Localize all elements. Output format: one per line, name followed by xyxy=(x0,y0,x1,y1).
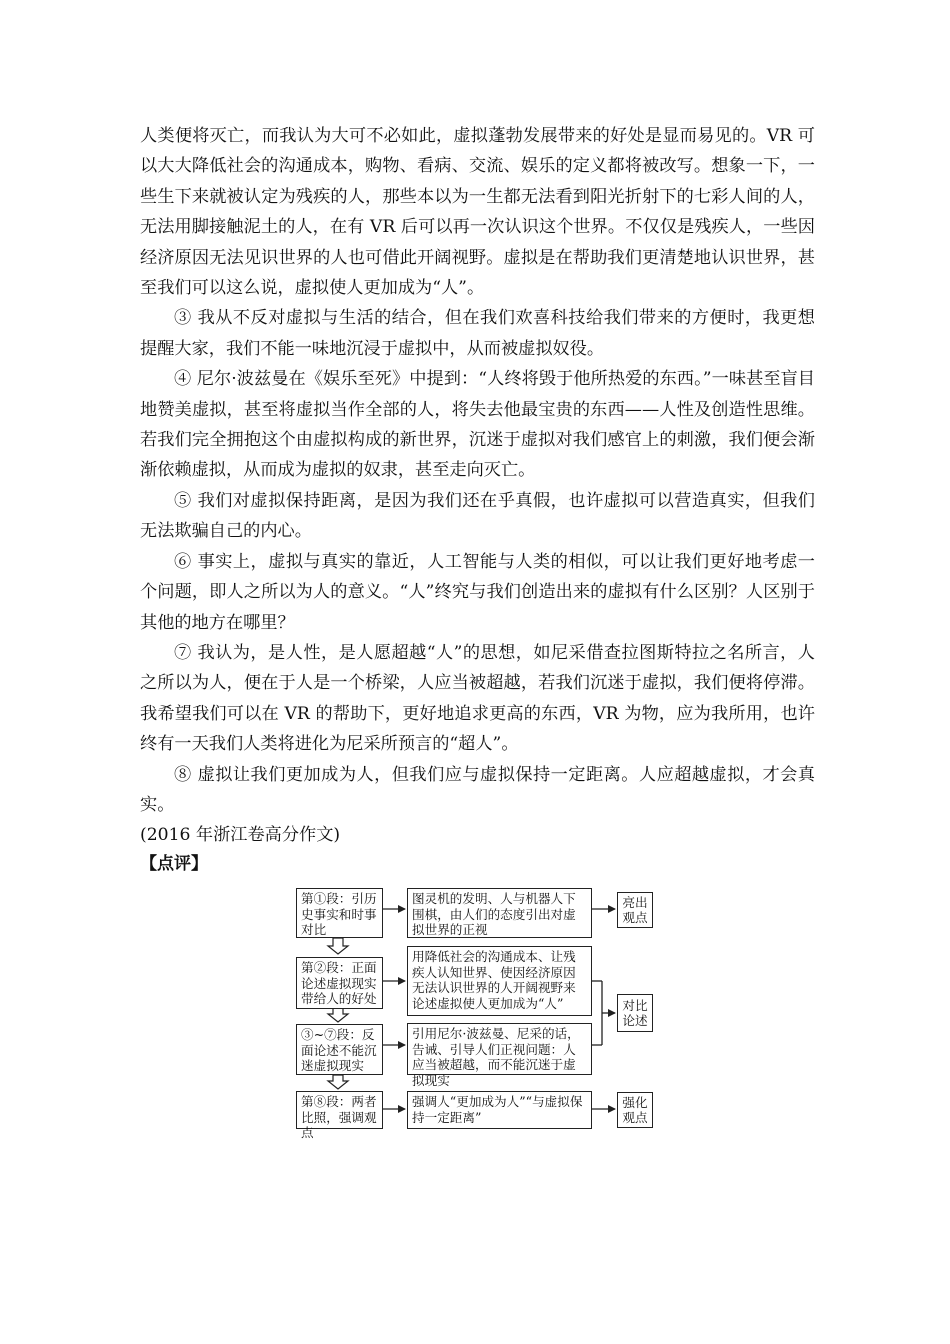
section-label-box: 第②段：正面论述虚拟现实带给人的好处 xyxy=(296,957,383,1009)
comment-label: 【点评】 xyxy=(140,854,208,874)
arrow-down xyxy=(328,938,348,954)
section-label-box: ③~⑦段：反面论述不能沉迷虚拟现实 xyxy=(296,1024,383,1075)
paragraph: ⑤ 我们对虚拟保持距离，是因为我们还在乎真假，也许虚拟可以营造真实，但我们无法欺骗自己的内心。 xyxy=(140,490,815,542)
arrow-down xyxy=(328,1075,348,1089)
section-content-box: 引用尼尔·波兹曼、尼采的话，告诫、引导人们正视问题：人应当被超越，而不能沉迷于虚拟现实 xyxy=(407,1023,592,1075)
section-label-box: 第⑧段：两者比照，强调观点 xyxy=(296,1091,383,1129)
paragraph: ③ 我从不反对虚拟与生活的结合，但在我们欢喜科技给我们带来的方便时，我更想提醒大家，我们不能一味地沉浸于虚拟中，从而被虚拟奴役。 xyxy=(140,308,815,359)
structure-diagram xyxy=(290,883,670,1140)
source-citation: (2016 年浙江卷高分作文) xyxy=(140,825,341,846)
section-content-box: 用降低社会的沟通成本、让残疾人认知世界、使因经济原因无法认识世界的人开阔视野来论述虚拟使人更加成为“人” xyxy=(407,946,592,1016)
paragraph: ⑥ 事实上，虚拟与真实的靠近，人工智能与人类的相似，可以让我们更好地考虑一个问题，即人之所以为人的意义。“人”终究与我们创造出来的虚拟有什么区别？人区别于其他的地方在哪里？ xyxy=(140,551,815,633)
section-content-box: 图灵机的发明、人与机器人下围棋，由人们的态度引出对虚拟世界的正视 xyxy=(407,888,592,938)
result-box: 亮出观点 xyxy=(617,892,653,928)
paragraph: ⑧ 虚拟让我们更加成为人，但我们应与虚拟保持一定距离。人应超越虚拟，才会真实。 xyxy=(140,764,815,815)
arrow-down xyxy=(328,1008,348,1022)
essay-body xyxy=(140,121,815,851)
paragraph: ④ 尼尔·波兹曼在《娱乐至死》中提到：“人终将毁于他所热爱的东西。”一味甚至盲目地赞美虚拟，甚至将虚拟当作全部的人，将失去他最宝贵的东西——人性及创造性思维。若我们完全拥抱这个由虚拟构成的新世界，沉迷于虚拟对我们感官上的刺激，我们便会渐渐依赖虚拟，从而成为虚拟的奴隶，甚至走向灭亡。 xyxy=(140,369,815,481)
section-label-box: 第①段：引历史事实和时事对比 xyxy=(296,888,383,938)
result-box: 对比论述 xyxy=(617,994,653,1032)
result-box: 强化观点 xyxy=(617,1092,653,1128)
section-content-box: 强调人“更加成为人”“与虚拟保持一定距离” xyxy=(407,1091,592,1129)
paragraph: ⑦ 我认为，是人性，是人愿超越“人”的思想，如尼采借查拉图斯特拉之名所言，人之所以为人，便在于人是一个桥梁，人应当被超越，若我们沉迷于虚拟，我们便将停滞。我希望我们可以在 VR 的帮助下，更好地追求更高的东西，VR 为物，应为我所用，也许终有一天我们人类将进化为尼采所预言的“超人”。 xyxy=(140,642,815,755)
paragraph: 人类便将灭亡，而我认为大可不必如此，虚拟蓬勃发展带来的好处是显而易见的。VR 可以大大降低社会的沟通成本，购物、看病、交流、娱乐的定义都将被改写。想象一下，一些生下来就被认定为残疾的人，那些本以为一生都无法看到阳光折射下的七彩人间的人，无法用脚接触泥土的人，在有 VR 后可以再一次认识这个世界。不仅仅是残疾人，一些因经济原因无法见识世界的人也可借此开阔视野。虚拟是在帮助我们更清楚地认识世界，甚至我们可以这么说，虚拟使人更加成为“人”。 xyxy=(140,126,815,299)
